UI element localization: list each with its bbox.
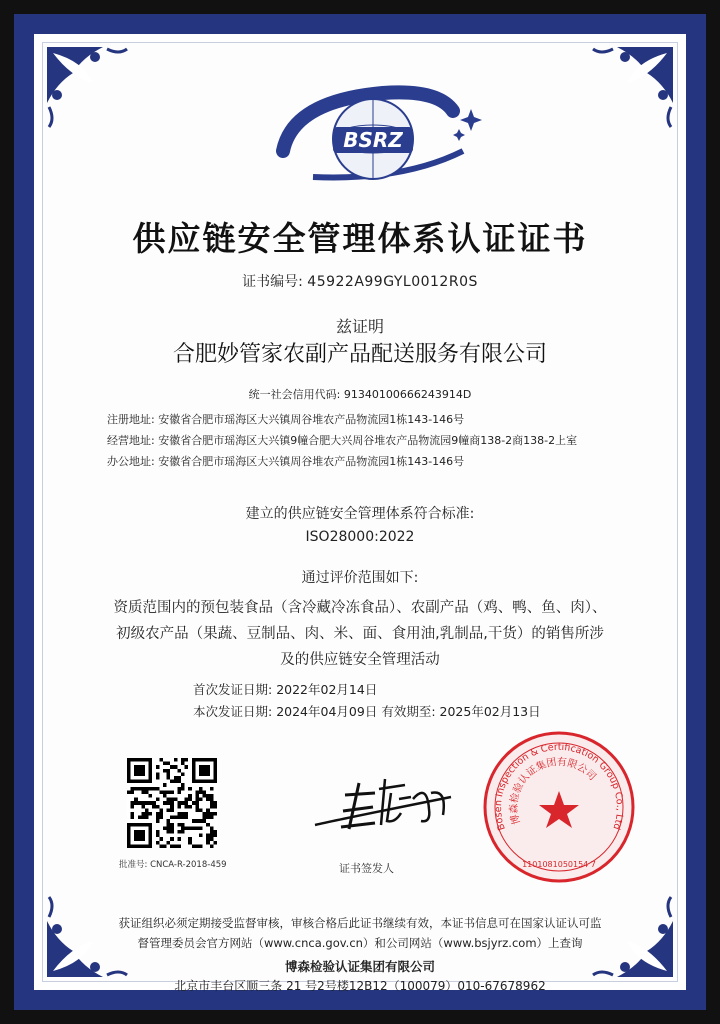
seal-cn-text: 博森检验认证集团有限公司 <box>508 756 598 826</box>
approval-number: 批准号: CNCA-R-2018-459 <box>119 860 227 870</box>
address-registered <box>107 414 464 425</box>
scope-text: 资质范围内的预包装食品（含冷藏冷冻食品）、农副产品（鸡、鸭、鱼、肉）、初级农产品（果蔬、豆制品、肉、米、面、食用油,乳制品,干货）的销售所涉及的供应链安全管理活动 <box>113 600 607 668</box>
notice-text: 获证组织必须定期接受监督审核，审核合格后此证书继续有效，本证书信息可在国家认证认可监督管理委员会官方网站（www.cnca.gov.cn）和公司网站（www.bsjyrz.com）上查询 <box>118 916 602 950</box>
signature-caption: 证书签发人 <box>339 862 394 875</box>
logo-text: BSRZ <box>343 128 403 152</box>
cert-number <box>43 271 677 291</box>
address-business <box>107 435 577 446</box>
address-value: 安徽省合肥市瑶海区大兴镇周谷堆农产品物流园1栋143-146号 <box>158 455 465 468</box>
credit-code-value: 91340100666243914D <box>343 388 472 401</box>
cert-number-value: 45922A99GYL0012R0S <box>307 274 478 290</box>
scope-intro: 通过评价范围如下: <box>301 570 419 586</box>
address-office <box>107 456 464 467</box>
first-issue-label: 首次发证日期: <box>193 682 273 697</box>
valid-until-label: 有效期至: <box>381 704 436 719</box>
seal-ring-text: Bosen Inspection & Certification Group Co., Ltd <box>492 741 626 832</box>
current-issue-date <box>193 701 541 723</box>
seal-number: 1101081050154 7 <box>522 860 596 869</box>
certificate-title: 供应链安全管理体系认证证书 <box>132 219 588 258</box>
company-name: 合肥妙管家农副产品配送服务有限公司 <box>172 342 547 367</box>
certificate-paper <box>42 42 678 993</box>
current-issue-value: 2024年04月09日 <box>276 704 378 719</box>
first-issue-value: 2022年02月14日 <box>276 682 378 697</box>
address-label: 办公地址: <box>107 455 155 468</box>
credit-code <box>43 386 677 402</box>
qr-code[interactable] <box>127 758 217 848</box>
address-value: 安徽省合肥市瑶海区大兴镇周谷堆农产品物流园1栋143-146号 <box>158 413 465 426</box>
hereby-certify: 兹证明 <box>335 317 384 336</box>
issuer-address: 北京市丰台区顺三条 21 号2号楼12B12（100079）010-67678962 <box>174 979 546 993</box>
address-label: 注册地址: <box>107 413 155 426</box>
certificate-border <box>14 14 706 1010</box>
corner-ornament-icon <box>585 43 677 135</box>
company-seal-stamp <box>481 729 637 885</box>
address-value: 安徽省合肥市瑶海区大兴镇9幢合肥大兴周谷堆农产品物流园9幢商138-2商138-2上室 <box>158 434 578 447</box>
standard-intro: 建立的供应链安全管理体系符合标准: <box>245 506 475 522</box>
address-label: 经营地址: <box>107 434 155 447</box>
corner-ornament-icon <box>43 43 135 135</box>
bsrz-logo <box>253 81 493 193</box>
credit-code-label: 统一社会信用代码: <box>248 388 341 401</box>
first-issue-date <box>193 679 377 701</box>
certificate-paper-frame <box>34 34 686 993</box>
valid-until-value: 2025年02月13日 <box>439 704 541 719</box>
signature-image <box>301 763 461 843</box>
standard: ISO28000:2022 <box>305 529 415 545</box>
cert-number-label: 证书编号: <box>242 274 303 290</box>
current-issue-label: 本次发证日期: <box>193 704 273 719</box>
issuer-name: 博森检验认证集团有限公司 <box>284 959 435 974</box>
